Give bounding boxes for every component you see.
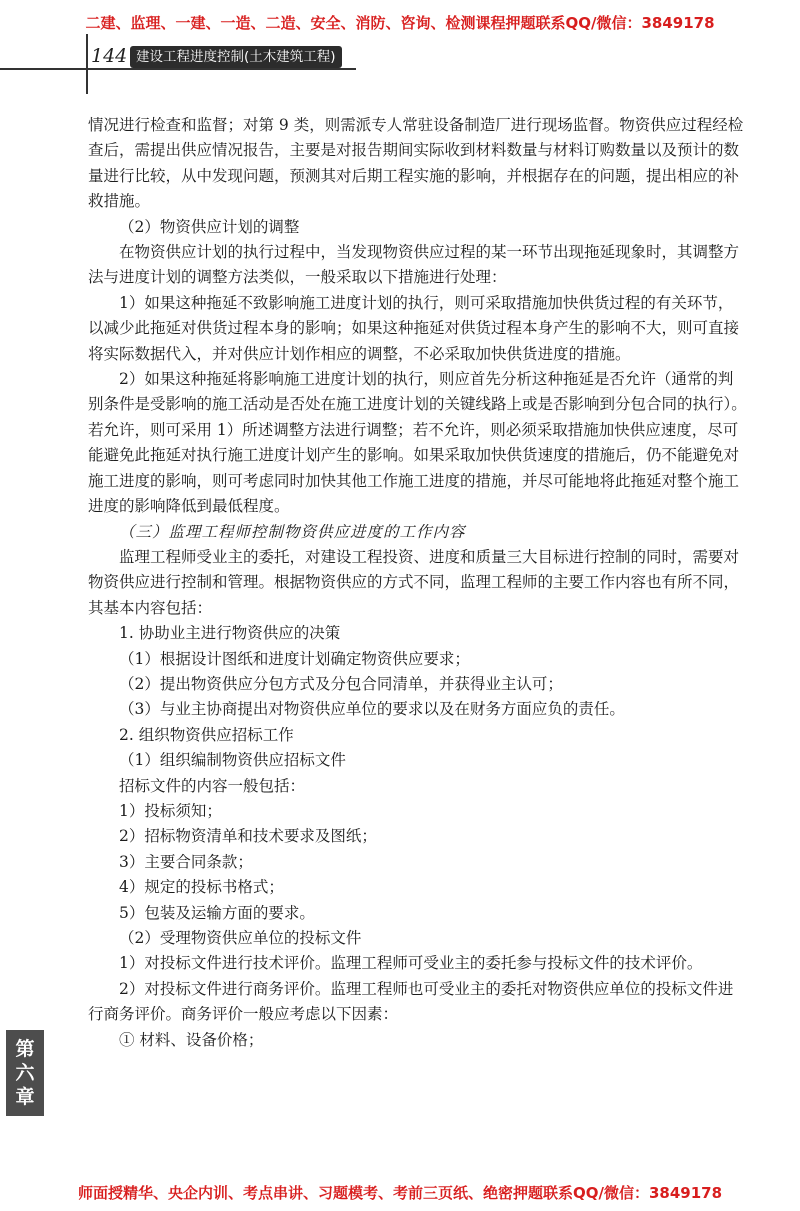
book-title: 建设工程进度控制(土木建筑工程)	[130, 46, 342, 68]
body-paragraph: 2）如果这种拖延将影响施工进度计划的执行，则应首先分析这种拖延是否允许（通常的判别条件是受影响的施工活动是否处在施工进度计划的关键线路上或是否影响到分包合同的执行）。若允许，则可采用 1）所述调整方法进行调整；若不允许，则必须采取措施加快供应速度，尽可能避免此拖延对执行施工进度计划产生的影响。如果采取加快供货速度的措施后，仍不能避免对施工进度的影响，则可考虑同时加快其他工作施工进度的措施，并尽可能地将此拖延对整个施工进度的影响降低到最低程度。	[88, 370, 747, 516]
body-paragraph: （3）与业主协商提出对物资供应单位的要求以及在财务方面应负的责任。	[119, 700, 625, 719]
body-paragraph: 3）主要合同条款；	[119, 852, 253, 871]
bottom-promo-banner: 师面授精华、央企内训、考点串讲、习题模考、考前三页纸、绝密押题联系QQ/微信：3849178	[77, 1184, 723, 1202]
chapter-tab-char: 六	[15, 1062, 35, 1084]
body-paragraph: 2. 组织物资供应招标工作	[119, 725, 294, 744]
body-paragraph: 4）规定的投标书格式；	[119, 878, 284, 897]
body-paragraph: ① 材料、设备价格；	[119, 1030, 264, 1049]
body-paragraph: 5）包装及运输方面的要求。	[119, 903, 315, 922]
body-paragraph: 2）对投标文件进行商务评价。监理工程师也可受业主的委托对物资供应单位的投标文件进行商务评价。商务评价一般应考虑以下因素：	[88, 979, 734, 1024]
body-paragraph: （2）提出物资供应分包方式及分包合同清单，并获得业主认可；	[119, 674, 563, 693]
body-paragraph: 1）如果这种拖延不致影响施工进度计划的执行，则可采取措施加快供货过程的有关环节，以减少此拖延对供货过程本身的影响；如果这种拖延对供货过程本身产生的影响不大，则可直接将实际数据代入，并对供应计划作相应的调整，不必采取加快供货进度的措施。	[88, 293, 740, 363]
chapter-tab-char: 章	[15, 1086, 35, 1108]
body-paragraph: 监理工程师受业主的委托，对建设工程投资、进度和质量三大目标进行控制的同时，需要对物资供应进行控制和管理。根据物资供应的方式不同，监理工程师的主要工作内容也有所不同，其基本内容包括：	[88, 547, 740, 617]
body-paragraph: 在物资供应计划的执行过程中，当发现物资供应过程的某一环节出现拖延现象时，其调整方法与进度计划的调整方法类似，一般采取以下措施进行处理：	[88, 243, 740, 287]
page-number: 144	[91, 45, 128, 67]
body-paragraph: 1）对投标文件进行技术评价。监理工程师可受业主的委托参与投标文件的技术评价。	[119, 954, 703, 973]
body-paragraph: （2）受理物资供应单位的投标文件	[119, 929, 362, 947]
body-paragraph: 情况进行检查和监督；对第 9 类，则需派专人常驻设备制造厂进行现场监督。物资供应过程经检查后，需提出供应情况报告，主要是对报告期间实际收到材料数量与材料订购数量以及预计的数量进行比较，从中发现问题，预测其对后期工程实施的影响，并根据存在的问题，提出相应的补救措施。	[88, 116, 744, 211]
body-paragraph: 2）招标物资清单和技术要求及图纸；	[119, 827, 377, 846]
body-paragraph: （1）根据设计图纸和进度计划确定物资供应要求；	[119, 649, 470, 668]
body-paragraph: 招标文件的内容一般包括：	[119, 776, 306, 795]
section-heading: （三）监理工程师控制物资供应进度的工作内容	[119, 522, 466, 541]
body-paragraph: 1）投标须知；	[119, 801, 222, 820]
page-body	[88, 113, 748, 1053]
body-paragraph: 1. 协助业主进行物资供应的决策	[119, 624, 341, 643]
top-promo-banner: 二建、监理、一建、一造、二造、安全、消防、咨询、检测课程押题联系QQ/微信：3849178	[85, 14, 715, 32]
header-vertical-rule	[86, 34, 88, 94]
header-horizontal-rule	[0, 68, 356, 70]
chapter-tab	[6, 1030, 44, 1116]
body-paragraph: （1）组织编制物资供应招标文件	[119, 751, 346, 770]
body-paragraph: （2）物资供应计划的调整	[119, 217, 300, 236]
chapter-tab-char: 第	[15, 1038, 35, 1060]
